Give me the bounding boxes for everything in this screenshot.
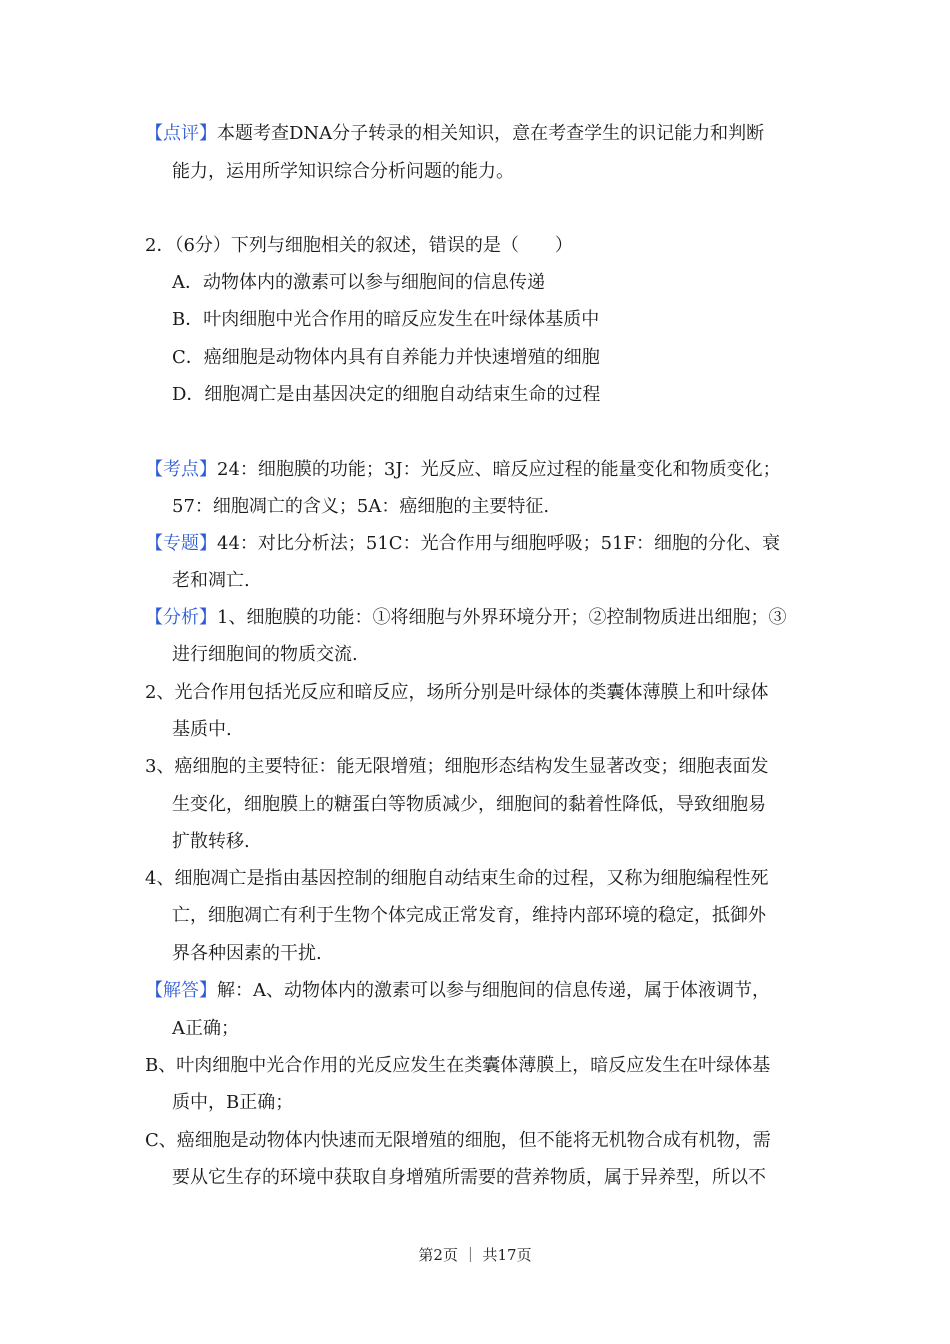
fenxi-text: 1、细胞膜的功能：①将细胞与外界环境分开；②控制物质进出细胞；③ [217, 607, 787, 628]
jieda-c-line-1: C、癌细胞是动物体内快速而无限增殖的细胞，但不能将无机物合成有机物，需 [145, 1130, 771, 1151]
jieda-line-1 [145, 979, 810, 1003]
option-c: C．癌细胞是动物体内具有自养能力并快速增殖的细胞 [172, 347, 600, 368]
fenxi-tag: 【分析】 [145, 607, 217, 628]
fenxi-p4-line-3: 界各种因素的干扰. [172, 943, 322, 964]
fenxi-p2-line-1: 2、光合作用包括光反应和暗反应，场所分别是叶绿体的类囊体薄膜上和叶绿体 [145, 682, 769, 703]
fenxi-p4-line-2: 亡，细胞凋亡有利于生物个体完成正常发育，维持内部环境的稳定，抵御外 [172, 905, 766, 926]
option-d: D．细胞凋亡是由基因决定的细胞自动结束生命的过程 [172, 384, 601, 405]
fenxi-p4-line-1: 4、细胞凋亡是指由基因控制的细胞自动结束生命的过程，又称为细胞编程性死 [145, 868, 769, 889]
jieda-b-line-2: 质中，B正确； [172, 1092, 294, 1113]
fenxi-line-1 [145, 606, 810, 630]
zhuanti-line-1 [145, 532, 810, 556]
kaodian-text: 24：细胞膜的功能；3J：光反应、暗反应过程的能量变化和物质变化； [217, 459, 781, 480]
option-a: A．动物体内的激素可以参与细胞间的信息传递 [172, 272, 545, 293]
option-b: B．叶肉细胞中光合作用的暗反应发生在叶绿体基质中 [172, 309, 600, 330]
fenxi-p2-line-2: 基质中. [172, 719, 232, 740]
jieda-tag: 【解答】 [145, 980, 217, 1001]
jieda-text: 解：A、动物体内的激素可以参与细胞间的信息传递，属于体液调节， [217, 980, 770, 1001]
page-footer: 第2页 ｜ 共17页 [418, 1246, 532, 1264]
zhuanti-line-2: 老和凋亡. [172, 570, 250, 591]
comment-line-2: 能力，运用所学知识综合分析问题的能力。 [172, 161, 514, 182]
comment-tag: 【点评】 [145, 123, 217, 144]
zhuanti-text: 44：对比分析法；51C：光合作用与细胞呼吸；51F：细胞的分化、衰 [217, 533, 780, 554]
kaodian-line-1 [145, 458, 810, 482]
zhuanti-tag: 【专题】 [145, 533, 217, 554]
fenxi-line-2: 进行细胞间的物质交流. [172, 644, 358, 665]
jieda-c-line-2: 要从它生存的环境中获取自身增殖所需要的营养物质，属于异养型，所以不 [172, 1167, 766, 1188]
kaodian-tag: 【考点】 [145, 459, 217, 480]
comment-line-1 [145, 122, 810, 146]
fenxi-p3-line-1: 3、癌细胞的主要特征：能无限增殖；细胞形态结构发生显著改变；细胞表面发 [145, 756, 769, 777]
jieda-line-2: A正确； [172, 1018, 239, 1039]
fenxi-p3-line-3: 扩散转移. [172, 831, 250, 852]
fenxi-p3-line-2: 生变化，细胞膜上的糖蛋白等物质减少，细胞间的黏着性降低，导致细胞易 [172, 794, 766, 815]
jieda-b-line-1: B、叶肉细胞中光合作用的光反应发生在类囊体薄膜上，暗反应发生在叶绿体基 [145, 1055, 771, 1076]
kaodian-line-2: 57：细胞凋亡的含义；5A：癌细胞的主要特征. [172, 496, 550, 517]
comment-text: 本题考查DNA分子转录的相关知识，意在考查学生的识记能力和判断 [217, 123, 765, 144]
question-stem: 2．（6分）下列与细胞相关的叙述，错误的是（ ） [145, 235, 573, 256]
